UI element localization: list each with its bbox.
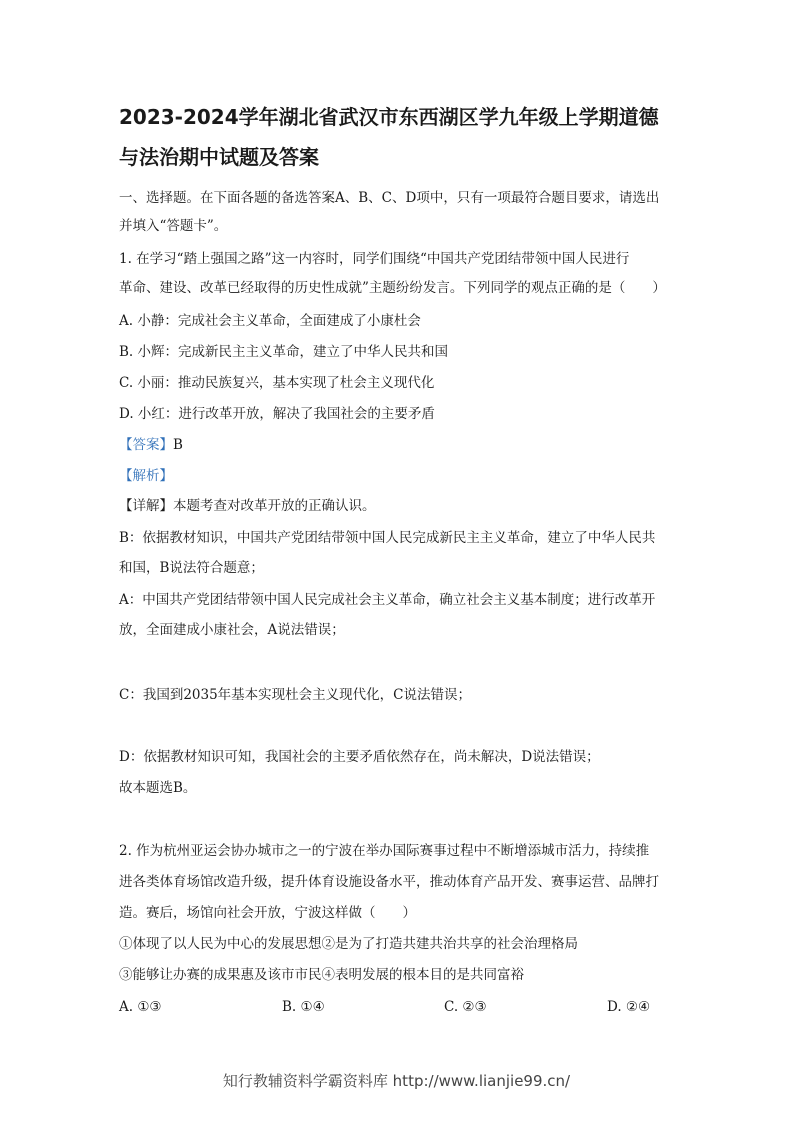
answer-value: B [173, 437, 183, 453]
q1-explanation-line: A：中国共产党团结带领中国人民完成社会主义革命，确立社会主义基本制度；进行改革开 [119, 592, 656, 608]
section-instruction-line2: 并填入“答题卡”。 [119, 218, 228, 234]
q1-explanation-line: 放，全面建成小康社会，A说法错误； [119, 622, 345, 638]
q1-explanation-line: 和国，B说法符合题意； [119, 560, 264, 576]
q2-statements-line1: ①体现了以人民为中心的发展思想②是为了打造共建共治共享的社会治理格局 [119, 936, 578, 952]
q1-stem-line2: 革命、建设、改革已经取得的历史性成就”主题纷纷发言。下列同学的观点正确的是（ ） [119, 280, 666, 296]
section-instruction-line1: 一、选择题。在下面各题的备选答案A、B、C、D项中，只有一项最符合题目要求，请选出 [119, 190, 660, 206]
q2-option-a: A. ①③ [119, 999, 162, 1015]
q2-option-d: D. ②④ [607, 999, 651, 1015]
footer-watermark: 知行教辅资料学霸资料库 http://www.lianjie99.cn/ [222, 1072, 571, 1090]
analysis-label: 【解析】 [119, 468, 173, 484]
q2-stem-line1: 2. 作为杭州亚运会协办城市之一的宁波在举办国际赛事过程中不断增添城市活力，持续推 [119, 843, 650, 859]
q1-answer [119, 435, 183, 455]
q1-option-a: A. 小静：完成社会主义革命，全面建成了小康杜会 [119, 313, 421, 329]
q1-option-b: B. 小辉：完成新民主主义革命，建立了中华人民共和国 [119, 344, 449, 360]
doc-title-line1: 2023-2024学年湖北省武汉市东西湖区学九年级上学期道德 [119, 105, 659, 129]
q1-explanation-line: 故本题选B。 [119, 780, 197, 796]
q2-option-c: C. ②③ [444, 999, 487, 1015]
q2-stem-line3: 造。赛后，场馆向社会开放，宁波这样做（ ） [119, 905, 416, 921]
detail-label: 【详解】 [119, 498, 173, 514]
detail-text: 本题考查对改革开放的正确认识。 [173, 498, 376, 514]
q1-explanation-line: B：依据教材知识，中国共产党团结带领中国人民完成新民主主义革命，建立了中华人民共 [119, 530, 656, 546]
doc-title-line2: 与法治期中试题及答案 [119, 145, 319, 169]
q1-stem-line1: 1. 在学习“踏上强国之路”这一内容时，同学们围绕“中国共产党团结带领中国人民进行 [119, 251, 630, 267]
q1-option-d: D. 小红：进行改革开放，解决了我国社会的主要矛盾 [119, 406, 435, 422]
q2-stem-line2: 进各类体育场馆改造升级，提升体育设施设备水平，推动体育产品开发、赛事运营、品牌打 [119, 874, 659, 890]
q1-explanation-line: D：依据教材知识可知，我国社会的主要矛盾依然存在，尚未解决，D说法错误； [119, 749, 600, 765]
q1-detail [119, 496, 376, 516]
q2-option-b: B. ①④ [282, 999, 325, 1015]
answer-label: 【答案】 [119, 437, 173, 453]
q1-explanation-line: C：我国到2035年基本实现杜会主义现代化，C说法错误； [119, 687, 472, 703]
q1-option-c: C. 小丽：推动民族复兴，基本实现了杜会主义现代化 [119, 375, 435, 391]
q2-statements-line2: ③能够让办赛的成果惠及该市市民④表明发展的根本目的是共同富裕 [119, 967, 524, 983]
